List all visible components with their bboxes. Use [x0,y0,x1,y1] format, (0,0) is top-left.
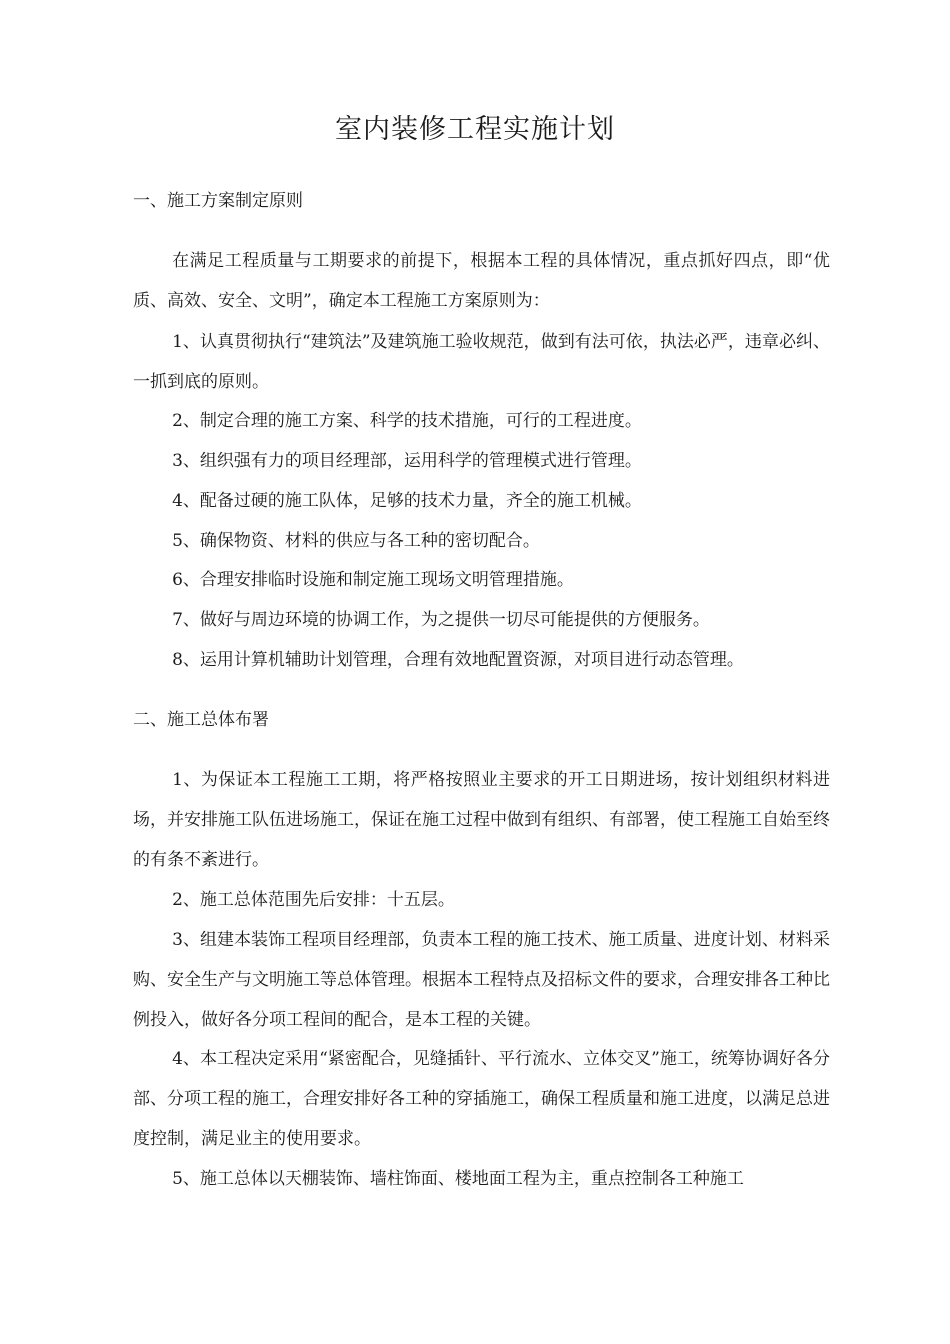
section-2-paragraph-2: 2、施工总体范围先后安排：十五层。 [172,890,455,910]
section-1-paragraph-7: 7、做好与周边环境的协调工作，为之提供一切尽可能提供的方便服务。 [172,610,710,630]
section-1-paragraph-5: 5、确保物资、材料的供应与各工种的密切配合。 [172,531,540,551]
section-1-paragraph-6: 6、合理安排临时设施和制定施工现场文明管理措施。 [172,570,574,590]
section-heading-2: 二、施工总体布署 [133,710,269,730]
section-1-paragraph-3: 3、组织强有力的项目经理部，运用科学的管理模式进行管理。 [172,451,642,471]
section-heading-1: 一、施工方案制定原则 [133,191,303,211]
page-title: 室内装修工程实施计划 [335,114,615,145]
section-1-paragraph-intro: 在满足工程质量与工期要求的前提下，根据本工程的具体情况，重点抓好四点，即“优质、高效、安全、文明”，确定本工程施工方案原则为： [133,251,830,311]
section-1-paragraph-4: 4、配备过硬的施工队体，足够的技术力量，齐全的施工机械。 [172,491,642,511]
section-2-paragraph-5: 5、施工总体以天棚装饰、墙柱饰面、楼地面工程为主，重点控制各工种施工 [172,1169,744,1189]
section-1-paragraph-1: 1、认真贯彻执行“建筑法”及建筑施工验收规范，做到有法可依，执法必严，违章必纠、一抓到底的原则。 [133,332,830,392]
section-2-paragraph-1: 1、为保证本工程施工工期，将严格按照业主要求的开工日期进场，按计划组织材料进场，并安排施工队伍进场施工，保证在施工过程中做到有组织、有部署，使工程施工自始至终的有条不紊进行。 [133,770,830,870]
section-2-paragraph-3: 3、组建本装饰工程项目经理部，负责本工程的施工技术、施工质量、进度计划、材料采购、安全生产与文明施工等总体管理。根据本工程特点及招标文件的要求，合理安排各工种比例投入，做好各分项工程间的配合，是本工程的关键。 [133,930,830,1030]
section-2-paragraph-4: 4、本工程决定采用“紧密配合，见缝插针、平行流水、立体交叉”施工，统筹协调好各分部、分项工程的施工，合理安排好各工种的穿插施工，确保工程质量和施工进度，以满足总进度控制，满足业主的使用要求。 [133,1049,830,1149]
section-1-paragraph-2: 2、制定合理的施工方案、科学的技术措施，可行的工程进度。 [172,411,642,431]
section-1-paragraph-8: 8、运用计算机辅助计划管理，合理有效地配置资源，对项目进行动态管理。 [172,650,744,670]
